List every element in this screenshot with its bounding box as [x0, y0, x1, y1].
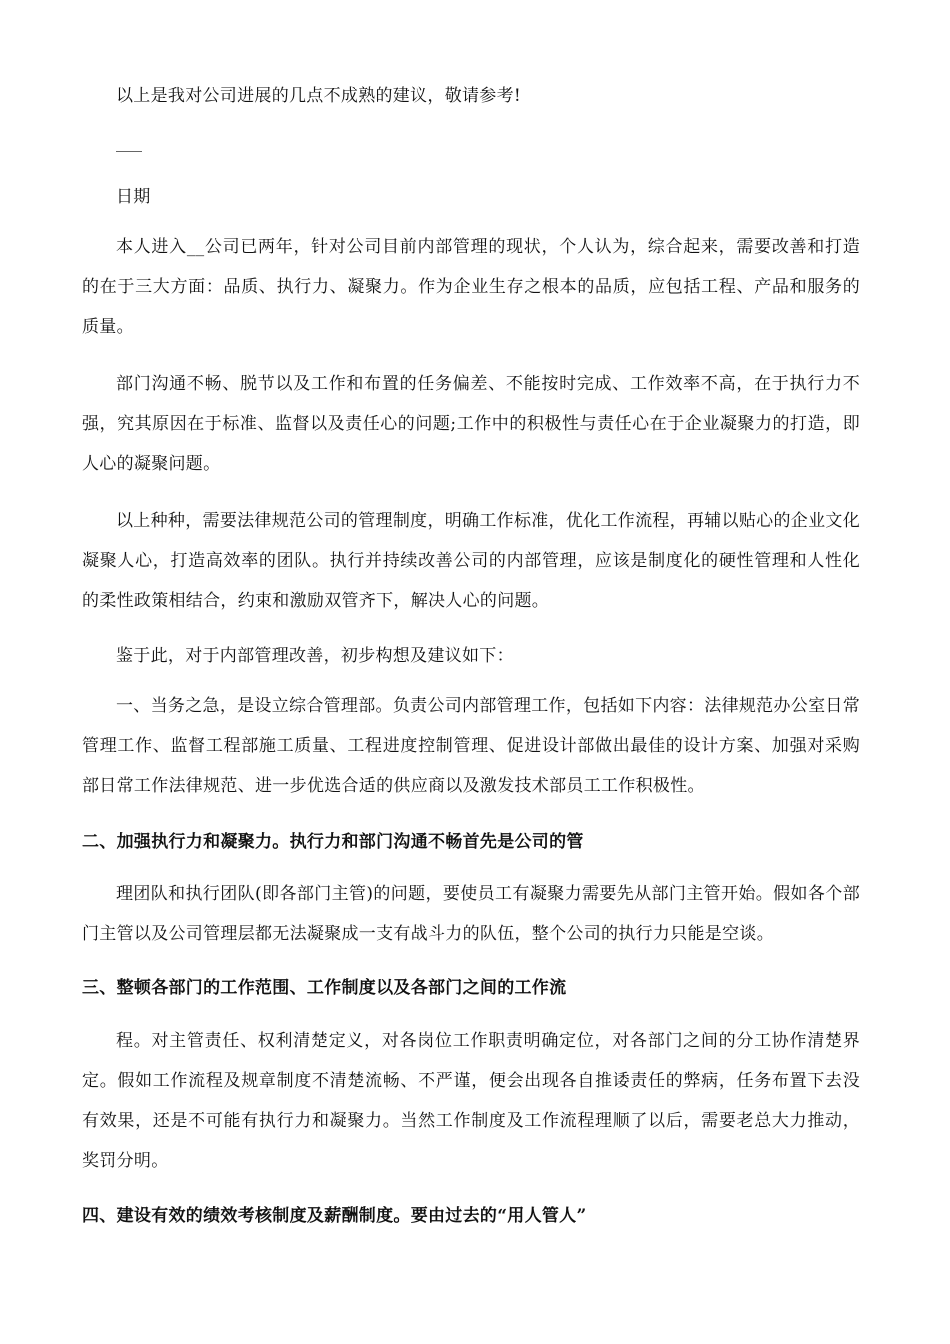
- point2-paragraph: 理团队和执行团队(即各部门主管)的问题，要使员工有凝聚力需要先从部门主管开始。假如各个部门主管以及公司管理层都无法凝聚成一支有战斗力的队伍，整个公司的执行力只能是空谈。: [82, 884, 860, 944]
- date-label: 日期: [116, 187, 151, 207]
- section-heading-3: 三、整顿各部门的工作范围、工作制度以及各部门之间的工作流: [82, 978, 567, 998]
- point3-paragraph: 程。对主管责任、权利清楚定义，对各岗位工作职责明确定位，对各部门之间的分工协作清楚界定。假如工作流程及规章制度不清楚流畅、不严谨，便会出现各自推诿责任的弊病，任务布置下去没有效果，还是不可能有执行力和凝聚力。当然工作制度及工作流程理顺了以后，需要老总大力推动，奖罚分明。: [82, 1031, 860, 1171]
- signature-line: [116, 151, 142, 152]
- section-heading-2: 二、加强执行力和凝聚力。执行力和部门沟通不畅首先是公司的管: [82, 832, 584, 852]
- intro-paragraph: 本人进入__公司已两年，针对公司目前内部管理的现状，个人认为，综合起来，需要改善和打造的在于三大方面：品质、执行力、凝聚力。作为企业生存之根本的品质，应包括工程、产品和服务的质量。: [82, 237, 860, 337]
- closing-paragraph: 以上是我对公司进展的几点不成熟的建议，敬请参考!: [116, 86, 522, 106]
- summary-paragraph: 以上种种，需要法律规范公司的管理制度，明确工作标准，优化工作流程，再辅以贴心的企业文化凝聚人心，打造高效率的团队。执行并持续改善公司的内部管理，应该是制度化的硬性管理和人性化的柔性政策相结合，约束和激励双管齐下，解决人心的问题。: [82, 511, 860, 611]
- point1-paragraph: 一、当务之急，是设立综合管理部。负责公司内部管理工作，包括如下内容：法律规范办公室日常管理工作、监督工程部施工质量、工程进度控制管理、促进设计部做出最佳的设计方案、加强对采购部日常工作法律规范、进一步优选合适的供应商以及激发技术部员工工作积极性。: [82, 696, 860, 796]
- problems-paragraph: 部门沟通不畅、脱节以及工作和布置的任务偏差、不能按时完成、工作效率不高，在于执行力不强，究其原因在于标准、监督以及责任心的问题;工作中的积极性与责任心在于企业凝聚力的打造，即人心的凝聚问题。: [82, 374, 860, 474]
- section-heading-4: 四、建设有效的绩效考核制度及薪酬制度。要由过去的“用人管人”: [82, 1206, 587, 1226]
- lead-in-paragraph: 鉴于此，对于内部管理改善，初步构想及建议如下：: [116, 646, 514, 666]
